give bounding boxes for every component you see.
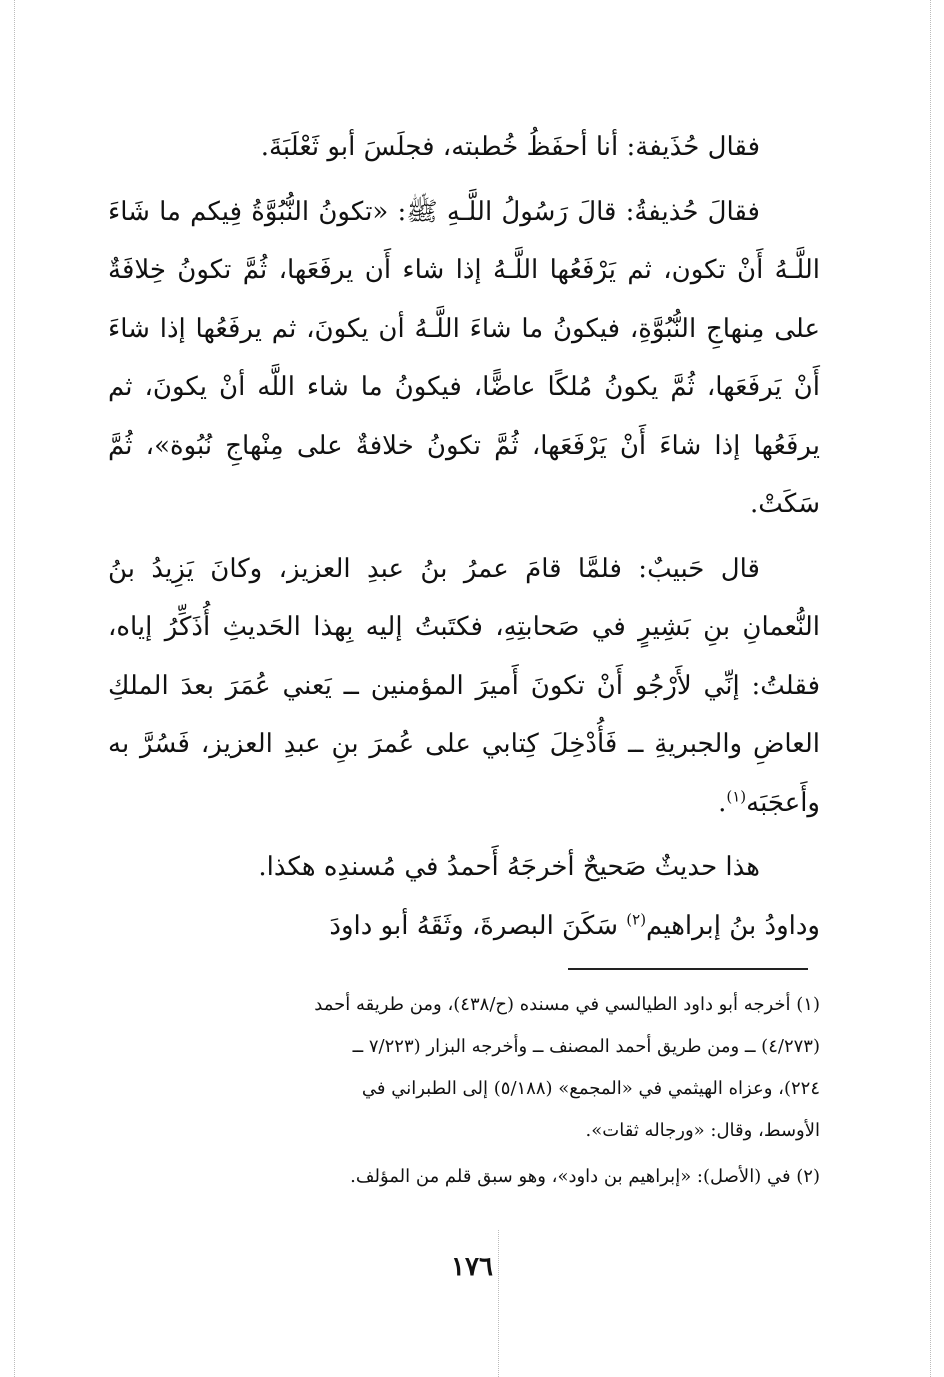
paragraph-4: هذا حديثٌ صَحيحٌ أخرجَهُ أَحمدُ في مُسندِه هكذا. — [258, 852, 760, 882]
paragraph-1: فقال حُذَيفة: أنا أحفَظُ خُطبته، فجلَسَ أبو ثَعْلَبَةَ. — [260, 132, 760, 162]
left-margin-guide — [14, 0, 15, 1377]
paragraph-3 — [108, 540, 820, 833]
page-number: ١٧٦ — [451, 1252, 493, 1282]
main-text — [108, 118, 820, 955]
footnote-1-line-1: (١) أخرجه أبو داود الطيالسي في مسنده (ح/٤٣٨)، ومن طريقه أحمد — [314, 994, 820, 1015]
paragraph-3-end: . — [718, 787, 727, 818]
footnote-ref-2: (٢) — [626, 909, 647, 928]
paragraph-3-text: قال حَبيبٌ: فلمَّا قامَ عمرُ بنُ عبدِ العزيز، وكانَ يَزِيدُ بنُ النُّعمانِ بنِ بَشِيرٍ في صَحابتِهِ، فكتَبتُ إليه بِهذا الحَديثِ أُذَكِّرُ إياه، فقلتُ: إنِّي لأَرْجُو أَنْ تكونَ أَميرَ المؤمنين ــ يَعني عُمَرَ بعدَ الملكِ العاضِ والجبريةِ ــ فَأُدْخِلَ كِتابي على عُمرَ بنِ عبدِ العزيز، فَسُرَّ به وأَعجَبَه — [108, 553, 820, 818]
footnote-1-line-4: الأوسط، وقال: «ورجاله ثقات». — [585, 1120, 820, 1141]
paragraph-5 — [108, 897, 820, 956]
footnote-1-line-3: ٢٢٤)، وعزاه الهيثمي في «المجمع» (٥/١٨٨) إلى الطبراني في — [361, 1078, 820, 1099]
footnotes — [108, 984, 820, 1198]
footnote-separator — [568, 968, 808, 970]
footnote-ref-1: (١) — [726, 786, 747, 805]
paragraph-2: فقالَ حُذيفةُ: قالَ رَسُولُ اللَّـهِ ﷺ: «تكونُ النُّبُوَّةُ فِيكم ما شَاءَ اللَّـهُ أَنْ تكون، ثم يَرْفَعُها اللَّـهُ إذا شاء أَن يرفَعَها، ثُمَّ تكونُ خِلافَةٌ على مِنهاجِ النُّبُوَّةِ، فيكونُ ما شاءَ اللَّـهُ أن يكونَ، ثم يرفَعُها إذا شاءَ أَنْ يَرفَعَها، ثُمَّ يكونُ مُلكًا عاضًّا، فيكونُ ما شاء اللَّه أنْ يكونَ، ثم يرفَعُها إذا شاءَ أَنْ يَرْفَعَها، ثُمَّ تكونُ خلافةٌ على مِنْهاجِ نُبُوة»، ثُمَّ سَكَتْ. — [108, 196, 820, 519]
footnote-2: (٢) في (الأصل): «إبراهيم بن داود»، وهو سبق قلم من المؤلف. — [350, 1166, 820, 1187]
paragraph-5-end: سَكَنَ البصرةَ، وثَقَهُ أبو داودَ — [329, 910, 627, 941]
paragraph-5-start: وداودُ بنُ إبراهيم — [646, 910, 820, 941]
footnote-1-line-2: (٤/٢٧٣) ــ ومن طريق أحمد المصنف ــ وأخرجه البزار (٧/٢٢٣ ــ — [352, 1036, 820, 1057]
right-margin-guide — [930, 0, 931, 1377]
